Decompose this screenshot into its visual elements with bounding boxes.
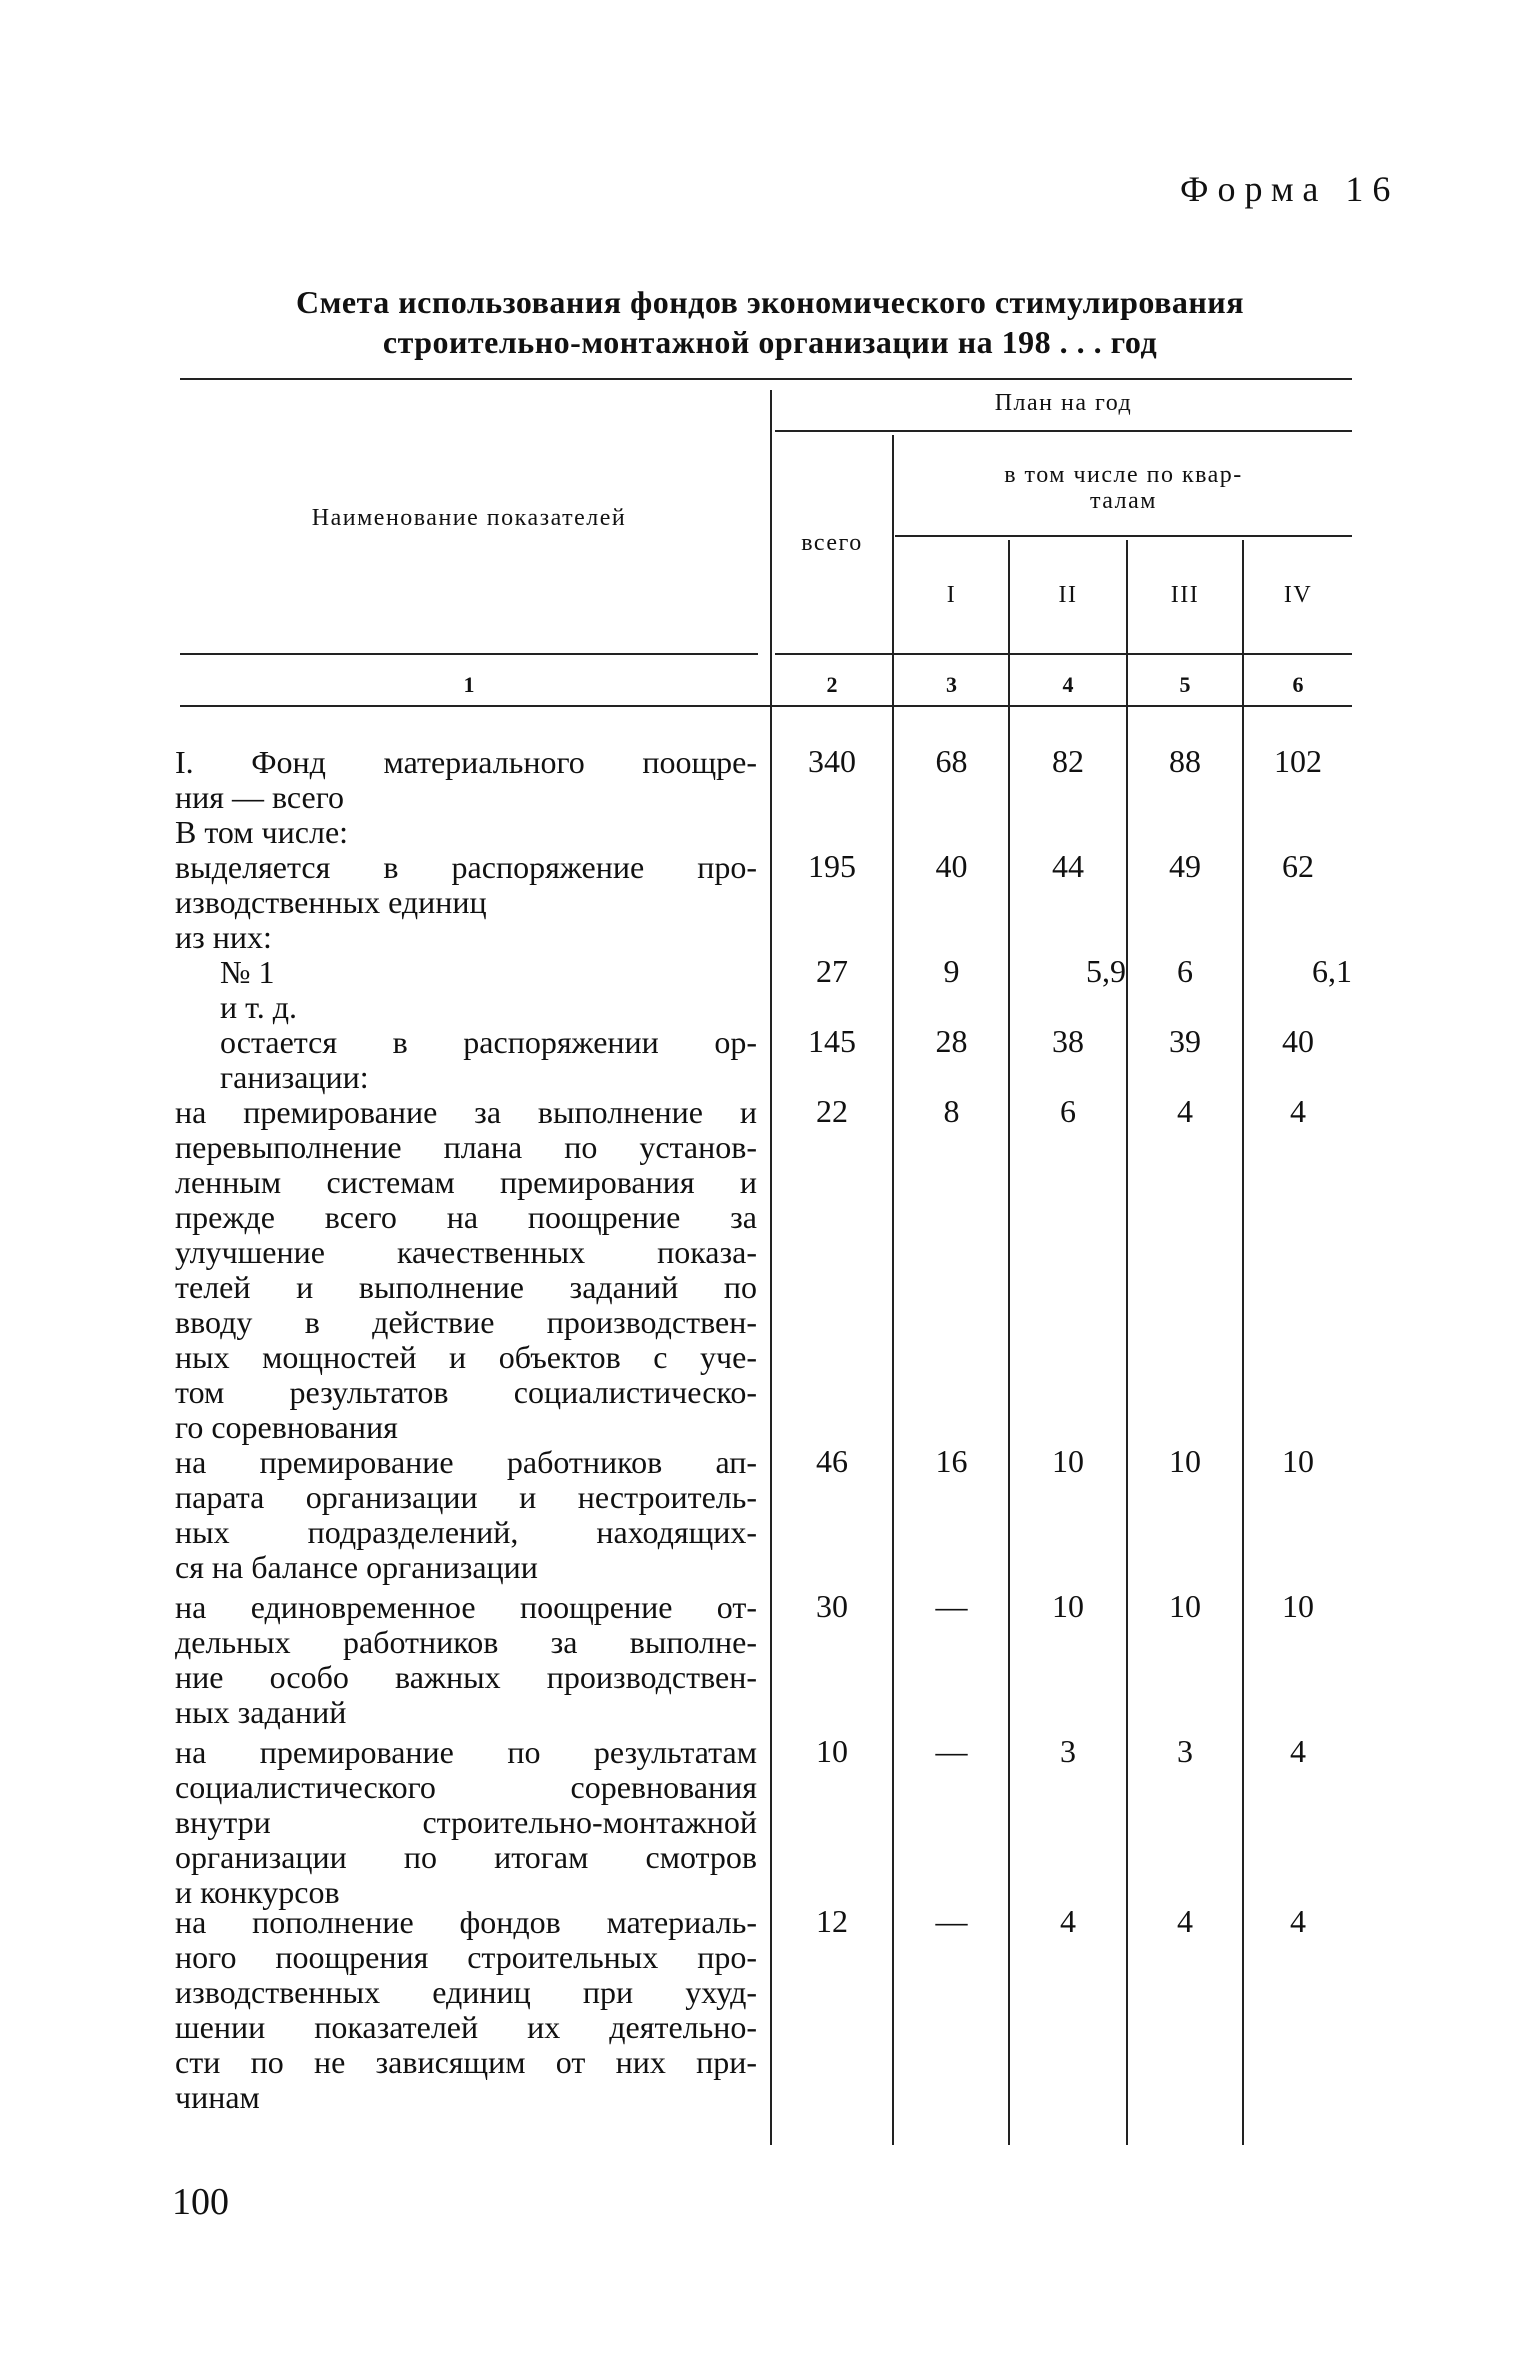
cell-q3: 39	[1169, 1023, 1201, 1059]
plan-year-header: План на год	[994, 390, 1133, 416]
row-label-line: № 1	[220, 954, 275, 990]
column-number: 5	[1179, 672, 1191, 697]
row-label-line: ние особо важных производствен-	[175, 1659, 757, 1695]
row-label-line: на пополнение фондов материаль-	[175, 1904, 757, 1940]
quarter-header-1: I	[946, 582, 957, 608]
cell-q2: 44	[1052, 848, 1084, 884]
cell-q4: 4	[1290, 1093, 1306, 1129]
quarters-header-line-2: талам	[1090, 488, 1157, 514]
cell-q1: 28	[935, 1023, 968, 1059]
row-label-line: вводу в действие производствен-	[175, 1304, 757, 1340]
quarter-header-3: III	[1170, 582, 1200, 608]
table-title-line-1: Смета использования фондов экономического стимулирования	[295, 284, 1245, 320]
row-label-line: дельных работников за выполне-	[175, 1624, 757, 1660]
row-label-line: изводственных единиц при ухуд-	[175, 1974, 757, 2010]
quarters-header-line-1: в том числе по квар-	[1004, 462, 1243, 488]
row-label-line: на премирование по результатам	[175, 1734, 757, 1770]
row-label-line: остается в распоряжении ор-	[220, 1024, 757, 1060]
row-label-line: ся на балансе организации	[175, 1549, 538, 1585]
row-label-line: ных мощностей и объектов с уче-	[175, 1339, 757, 1375]
row-label-line: ленным системам премирования и	[175, 1164, 757, 1200]
cell-total: 46	[816, 1443, 848, 1479]
cell-q4: 4	[1290, 1903, 1306, 1939]
row-label-line: прежде всего на поощрение за	[175, 1199, 757, 1235]
header-bottom-rule-left	[180, 653, 758, 655]
cell-q3: 4	[1177, 1093, 1193, 1129]
cell-q4: 10	[1282, 1443, 1314, 1479]
row-label-line: организации по итогам смотров	[175, 1839, 757, 1875]
cell-total: 145	[808, 1023, 856, 1059]
cell-q4: 62	[1282, 848, 1314, 884]
column-number: 1	[463, 672, 475, 697]
cell-q3: 49	[1169, 848, 1201, 884]
row-label-line: ных заданий	[175, 1694, 347, 1730]
cell-q4: 4	[1290, 1733, 1306, 1769]
column-number: 2	[826, 672, 838, 697]
cell-q2: 82	[1052, 743, 1084, 779]
row-label-line: ния — всего	[175, 779, 345, 815]
cell-q2: 10	[1052, 1588, 1084, 1624]
cell-total: 30	[816, 1588, 848, 1624]
cell-q3: 4	[1177, 1903, 1193, 1939]
row-label-line: парата организации и нестроитель-	[175, 1479, 757, 1515]
cell-q3: 3	[1177, 1733, 1193, 1769]
column-number: 6	[1292, 672, 1304, 697]
column-numbers-rule	[180, 705, 1352, 707]
row-label-line: из них:	[175, 919, 272, 955]
cell-q2: 6	[1060, 1093, 1076, 1129]
column-divider-2	[892, 435, 894, 2145]
row-label-line: телей и выполнение заданий по	[175, 1269, 757, 1305]
total-header: всего	[801, 530, 863, 556]
form-label: Форма 16	[1180, 169, 1400, 209]
row-label-line: ных подразделений, находящих-	[175, 1514, 757, 1550]
quarter-header-4: IV	[1283, 582, 1313, 608]
row-label-line: го соревнования	[175, 1409, 398, 1445]
plan-header-rule	[775, 430, 1352, 432]
row-label-line: на единовременное поощрение от-	[175, 1589, 757, 1625]
cell-q3: 88	[1169, 743, 1201, 779]
cell-q1: —	[935, 1733, 968, 1769]
header-bottom-rule-right	[775, 653, 1352, 655]
cell-q1: 40	[935, 848, 968, 884]
cell-q1: 68	[935, 743, 968, 779]
row-label-line: внутри строительно-монтажной	[175, 1804, 757, 1840]
indicator-name-header: Наименование показателей	[311, 505, 627, 531]
column-divider-1	[770, 390, 772, 2145]
quarters-header-rule	[895, 535, 1352, 537]
cell-q3: 10	[1169, 1443, 1201, 1479]
row-label-line: I. Фонд материального поощре-	[175, 744, 757, 780]
cell-q2: 5,9	[1086, 953, 1126, 989]
page-number: 100	[172, 2181, 229, 2223]
cell-q4: 102	[1274, 743, 1322, 779]
row-label-line: и конкурсов	[175, 1874, 340, 1910]
cell-total: 12	[816, 1903, 848, 1939]
row-label-line: ганизации:	[220, 1059, 369, 1095]
row-label-line: выделяется в распоряжение про-	[175, 849, 757, 885]
cell-q3: 10	[1169, 1588, 1201, 1624]
cell-total: 27	[816, 953, 848, 989]
row-label-line: чинам	[175, 2079, 260, 2115]
row-label-line: на премирование за выполнение и	[175, 1094, 757, 1130]
cell-q1: —	[935, 1903, 968, 1939]
cell-q1: —	[935, 1588, 968, 1624]
cell-total: 22	[816, 1093, 848, 1129]
column-number: 4	[1062, 672, 1074, 697]
row-label-line: том результатов социалистическо-	[175, 1374, 757, 1410]
row-label-line: на премирование работников ап-	[175, 1444, 757, 1480]
cell-q2: 10	[1052, 1443, 1084, 1479]
cell-total: 195	[808, 848, 856, 884]
row-label-line: социалистического соревнования	[175, 1769, 757, 1805]
cell-q4: 40	[1282, 1023, 1314, 1059]
row-label-line: перевыполнение плана по установ-	[175, 1129, 757, 1165]
table-title-line-2: строительно-монтажной организации на 198 . . . год	[382, 324, 1158, 360]
row-label-line: шении показателей их деятельно-	[175, 2009, 757, 2045]
cell-q2: 4	[1060, 1903, 1076, 1939]
table-top-rule	[180, 378, 1352, 380]
cell-total: 340	[808, 743, 856, 779]
row-label-line: изводственных единиц	[175, 884, 487, 920]
cell-q1: 9	[943, 953, 960, 989]
cell-q2: 38	[1052, 1023, 1084, 1059]
cell-q4: 10	[1282, 1588, 1314, 1624]
column-number: 3	[946, 672, 957, 697]
cell-q1: 16	[935, 1443, 968, 1479]
quarter-header-2: II	[1058, 582, 1078, 608]
cell-q3: 6	[1177, 953, 1193, 989]
row-label-line: сти по не зависящим от них при-	[175, 2044, 757, 2080]
row-label-line: ного поощрения строительных про-	[175, 1939, 757, 1975]
row-label-line: и т. д.	[220, 989, 297, 1025]
cell-q1: 8	[943, 1093, 960, 1129]
cell-q2: 3	[1060, 1733, 1076, 1769]
row-label-line: улучшение качественных показа-	[175, 1234, 757, 1270]
row-label-line: В том числе:	[175, 814, 349, 850]
cell-q4: 6,1	[1312, 953, 1352, 989]
cell-total: 10	[816, 1733, 848, 1769]
